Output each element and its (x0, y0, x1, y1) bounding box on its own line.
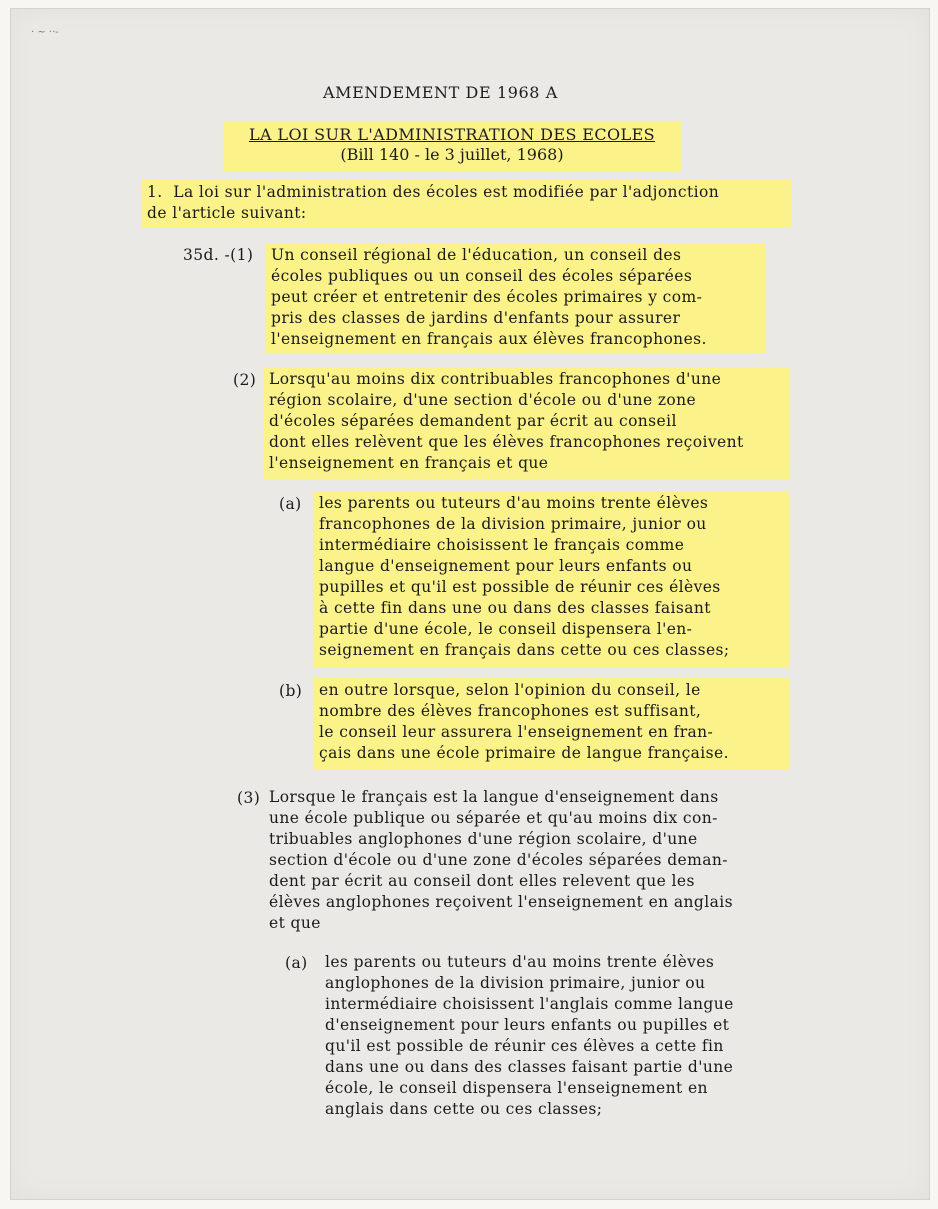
text-line: section d'école ou d'une zone d'écoles séparées deman- (269, 851, 728, 869)
text-line: une école publique ou séparée et qu'au moins dix con- (269, 809, 718, 827)
subtitle-line-2: (Bill 140 - le 3 juillet, 1968) (340, 145, 564, 164)
text-line: pris des classes de jardins d'enfants pour assurer (271, 309, 681, 327)
text-line: l'enseignement en français aux élèves francophones. (271, 330, 707, 348)
text-line: seignement en français dans cette ou ces classes; (319, 641, 730, 659)
text-line: pupilles et qu'il est possible de réunir ces élèves (319, 578, 721, 596)
text-line: d'enseignement pour leurs enfants ou pupilles et (325, 1016, 730, 1034)
text-line: nombre des élèves francophones est suffisant, (319, 702, 702, 720)
art-35d-1-text (265, 243, 765, 353)
text-line: çais dans une école primaire de langue française. (319, 744, 729, 762)
text-line: et que (269, 914, 321, 932)
subtitle-line-1: LA LOI SUR L'ADMINISTRATION DES ECOLES (248, 125, 656, 144)
document-page (10, 8, 930, 1200)
text-line: le conseil leur assurera l'enseignement en fran- (319, 723, 714, 741)
art-35d-1-label: 35d. -(1) (183, 246, 254, 264)
subtitle-highlight (223, 121, 681, 171)
text-line: intermédiaire choisissent le français comme (319, 536, 685, 554)
art-35d-3-label: (3) (237, 789, 261, 807)
art-35d-2-text (263, 367, 789, 479)
text-line: tribuables anglophones d'une région scolaire, d'une (269, 830, 698, 848)
text-line: anglophones de la division primaire, junior ou (325, 974, 706, 992)
art-35d-3-text (269, 785, 789, 934)
text-line: Un conseil régional de l'éducation, un conseil des (271, 246, 682, 264)
text-line: élèves anglophones reçoivent l'enseignement en anglais (269, 893, 733, 911)
text-line: dont elles relèvent que les élèves francophones reçoivent (269, 433, 744, 451)
text-line: langue d'enseignement pour leurs enfants ou (319, 557, 693, 575)
text-line: en outre lorsque, selon l'opinion du conseil, le (319, 681, 701, 699)
text-line: d'écoles séparées demandent par écrit au conseil (269, 412, 677, 430)
text-line: intermédiaire choisissent l'anglais comme langue (325, 995, 734, 1013)
text-line: Lorsque le français est la langue d'enseignement dans (269, 788, 719, 806)
art-35d-3a-text (325, 950, 795, 1120)
text-line: Lorsqu'au moins dix contribuables francophones d'une (269, 370, 722, 388)
text-line: école, le conseil dispensera l'enseignement en (325, 1079, 708, 1097)
text-line: région scolaire, d'une section d'école ou d'une zone (269, 391, 697, 409)
art-35d-3a-label: (a) (285, 954, 308, 972)
text-line: les parents ou tuteurs d'au moins trente élèves (319, 494, 709, 512)
text-line: dent par écrit au conseil dont elles relevent que les (269, 872, 695, 890)
section-1-line-2: de l'article suivant: (147, 204, 307, 222)
text-line: francophones de la division primaire, junior ou (319, 515, 707, 533)
text-line: à cette fin dans une ou dans des classes faisant (319, 599, 711, 617)
text-line: dans une ou dans des classes faisant partie d'une (325, 1058, 734, 1076)
section-1 (141, 179, 791, 227)
text-line: écoles publiques ou un conseil des écoles séparées (271, 267, 693, 285)
text-line: l'enseignement en français et que (269, 454, 549, 472)
art-35d-2a-text (313, 491, 789, 667)
art-35d-2-label: (2) (233, 371, 257, 389)
art-35d-2a-label: (a) (279, 495, 302, 513)
text-line: qu'il est possible de réunir ces élèves a cette fin (325, 1037, 724, 1055)
paper-speck: · ~ ··- (31, 27, 59, 38)
art-35d-2b-text (313, 678, 789, 770)
text-line: peut créer et entretenir des écoles primaires y com- (271, 288, 703, 306)
document-title: AMENDEMENT DE 1968 A (323, 83, 558, 102)
section-1-number: 1. (147, 183, 163, 201)
section-1-line-1: 1. La loi sur l'administration des écoles est modifiée par l'adjonction (147, 183, 720, 201)
art-35d-2b-label: (b) (279, 682, 303, 700)
text-line: anglais dans cette ou ces classes; (325, 1100, 603, 1118)
text-line: partie d'une école, le conseil dispensera l'en- (319, 620, 693, 638)
text-line: les parents ou tuteurs d'au moins trente élèves (325, 953, 715, 971)
